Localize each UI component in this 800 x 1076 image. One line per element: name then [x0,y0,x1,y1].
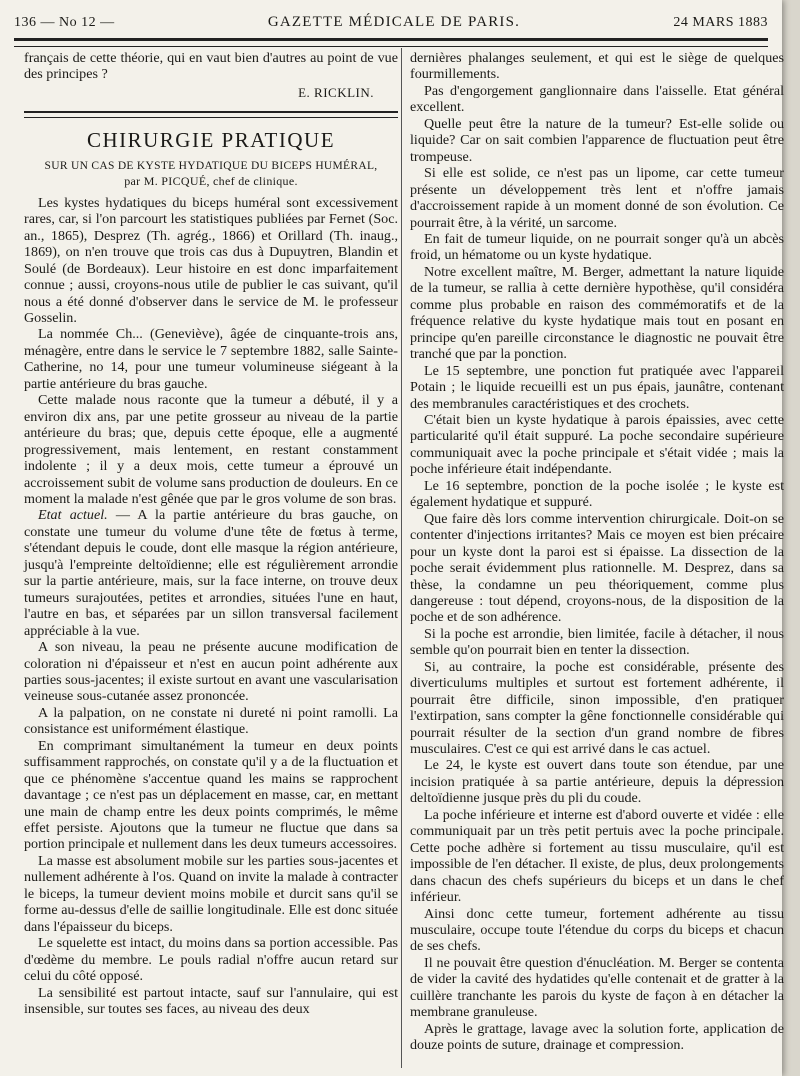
section-title: CHIRURGIE PRATIQUE [86,128,336,153]
paragraph: Il ne pouvait être question d'énucléation. M. Berger se contenta de vider la cavité des hydatides qu'elle contenait et de gratter à la cuillère tranchante les parois du kyste de façon à en détacher la membrane granuleuse. [410,954,784,1021]
paragraph: A son niveau, la peau ne présente aucune modification de coloration ni d'épaisseur et n'est en aucun point adhérente aux parties sous-jacentes; il existe surtout en avant une vascularisation veineuse sous-cutanée assez prononcée. [24,639,398,705]
article-author-line: par M. PICQUÉ, chef de clinique. [124,173,298,188]
section-divider [24,111,398,118]
page-number-issue: 136 — No 12 — [14,15,115,30]
paragraph: Pas d'engorgement ganglionnaire dans l'aisselle. Etat général excellent. [410,82,784,116]
paragraph: Le 16 septembre, ponction de la poche isolée ; le kyste est également hydatique et suppuré. [410,477,784,511]
paragraph: La nommée Ch... (Geneviève), âgée de cinquante-trois ans, ménagère, entre dans le service le 7 septembre 1882, salle Sainte-Catherine, no 14, pour une tumeur volumineuse siégeant à la partie antérieure du bras gauche. [24,326,398,392]
issue-date: 24 MARS 1883 [673,15,768,30]
paragraph: Les kystes hydatiques du biceps huméral sont excessivement rares, car, si l'on parcourt les statistiques publiées par Fernet (Soc. an., 1865), Desprez (Th. agrég., 1866) et Orillard (Th. inaug., 1869), on n'en trouve que trois cas dus à Dupuytren, Blandin et Soulé (de Bordeaux). Leur histoire en est donc imparfaitement connue ; aussi, croyons-nous utile de publier le cas suivant, qu'il nous a été donné d'observer dans le service de M. le professeur Gosselin. [24,194,398,326]
paragraph: Notre excellent maître, M. Berger, admettant la nature liquide de la tumeur, se rallia à cette dernière hypothèse, qu'il considéra comme plus probable en raison des commémoratifs et de la fréquence relative du kyste hydatique mais tout en posant en principe qu'en pareille circonstance le diagnostic ne pouvait être tranché que par la ponction. [410,263,784,363]
page-header [14,14,768,36]
paragraph: Ainsi donc cette tumeur, fortement adhérente au tissu musculaire, occupe toute l'étendue du corps du biceps et chacun de ses chefs. [410,905,784,955]
header-rule [14,38,768,47]
paragraph: Cette malade nous raconte que la tumeur a débuté, il y a environ dix ans, par une petite grosseur au niveau de la partie antérieure du bras; que, depuis cette époque, elle a augmenté progressivement, mais lentement, en restant constamment indolente ; il y a deux mois, cette tumeur a éprouvé un accroissement subit de volume sans production de douleurs. En ce moment la malade n'est gênée que par le gros volume de son bras. [24,392,398,507]
column-separator [401,48,402,1068]
paragraph: En comprimant simultanément la tumeur en deux points suffisamment rapprochés, on constate qu'il y a de la fluctuation et que ce phénomène s'accentue quand les mains se rapprochent davantage ; ce n'est pas un déplacement en masse, car, en mettant une main de champ entre les deux points comprimés, le même effet persiste. Ajoutons que la tumeur ne fluctue que dans sa portion principale et nullement dans les deux tumeurs accessoires. [24,737,398,853]
paragraph: Que faire dès lors comme intervention chirurgicale. Doit-on se contenter d'injections irritantes? Mais ce moyen est bien précaire pour un kyste dont la paroi est si épaisse. La dissection de la poche serait évidemment plus rationnelle. M. Desprez, dans sa thèse, la condamne un peu théoriquement, comme plus dangereuse : tout dépend, croyons-nous, de la disposition de la poche et de son adhérence. [410,510,784,626]
paragraph: Etat actuel. — A la partie antérieure du bras gauche, on constate une tumeur du volume d'une tête de fœtus à terme, s'étendant depuis le coude, dont elle masque la région antérieure, jusqu'à l'empreinte deltoïdienne; elle est régulièrement arrondie sur la partie antérieure, mais, sur la face interne, on trouve deux tumeurs surajoutées, petites et arrondies, situées l'une en haut, l'autre en bas, et séparées par un sillon transversal facilement appréciable à la vue. [24,507,398,639]
paragraph: Le squelette est intact, du moins dans sa portion accessible. Pas d'œdème du membre. Le pouls radial n'offre aucun retard sur celui du côté opposé. [24,935,398,985]
paragraph: dernières phalanges seulement, et qui est le siège de quelques fourmillements. [410,50,784,83]
left-column [24,50,398,1017]
article-subtitle [24,159,398,189]
paragraph: Après le grattage, lavage avec la solution forte, application de douze points de suture, drainage et compression. [410,1020,784,1054]
signature: E. RICKLIN. [298,84,374,100]
paragraph-lead: Etat actuel. [38,507,108,524]
right-column [410,50,784,1054]
paragraph: La sensibilité est partout intacte, sauf sur l'annulaire, qui est insensible, sur toutes ses faces, au niveau des deux [24,984,398,1018]
paragraph: Si la poche est arrondie, bien limitée, facile à détacher, il nous semble qu'on pourrait bien en tenter la dissection. [410,625,784,659]
paragraph: Le 15 septembre, une ponction fut pratiquée avec l'appareil Potain ; le liquide recueilli est un pus épais, jaunâtre, contenant des membranules caractéristiques et des crochets. [410,362,784,412]
paragraph: Le 24, le kyste est ouvert dans toute son étendue, par une incision pratiquée à sa partie antérieure, depuis la dépression deltoïdienne jusque près du pli du coude. [410,757,784,807]
article-subtitle-line1: SUR UN CAS DE KYSTE HYDATIQUE DU BICEPS HUMÉRAL, [44,159,378,172]
previous-article-ending: français de cette théorie, qui en vaut bien d'autres au point de vue des principes ? [24,50,398,83]
publication-title: GAZETTE MÉDICALE DE PARIS. [267,14,521,30]
paragraph: La poche inférieure et interne est d'abord ouverte et vidée : elle communiquait par un très petit pertuis avec la poche principale. Cette poche adhère si fortement au tissu musculaire, qu'il est impossible de l'en détacher. Il existe, de plus, deux prolongements dans chacun des chefs supérieurs du biceps et un dans le chef inférieur. [410,806,784,906]
paragraph: Si, au contraire, la poche est considérable, présente des diverticulums multiples et surtout est fortement adhérente, il pourrait être difficile, sinon impossible, d'en pratiquer l'extirpation, sans compter la gêne fonctionnelle considérable qui pourrait résulter de la section d'un grand nombre de fibres musculaires. C'est ce qui est arrivé dans le cas actuel. [410,658,784,758]
paragraph: En fait de tumeur liquide, on ne pourrait songer qu'à un abcès froid, un hématome ou un kyste hydatique. [410,230,784,264]
paragraph: A la palpation, on ne constate ni dureté ni point ramolli. La consistance est uniformément élastique. [24,704,398,738]
paragraph: C'était bien un kyste hydatique à parois épaissies, avec cette particularité qu'il était suppuré. La poche secondaire supérieure communiquait avec la poche principale et s'était vidée ; mais la poche inférieure était indépendante. [410,411,784,478]
paragraph: La masse est absolument mobile sur les parties sous-jacentes et nullement adhérente à l'os. Quand on invite la malade à contracter le biceps, la tumeur devient moins mobile et durcit sans qu'il se forme au-dessus d'elle de saillie longitudinale. Elle est donc située dans l'épaisseur du biceps. [24,852,398,935]
paragraph: Si elle est solide, ce n'est pas un lipome, car cette tumeur présente un développement très lent et n'offre jamais d'accroissement rapide à un moment donné de son évolution. Ce pourrait être, à la vérité, un sarcome. [410,165,784,231]
paragraph: Quelle peut être la nature de la tumeur? Est-elle solide ou liquide? Car on sait combien l'apparence de fluctuation peut être trompeuse. [410,115,784,165]
